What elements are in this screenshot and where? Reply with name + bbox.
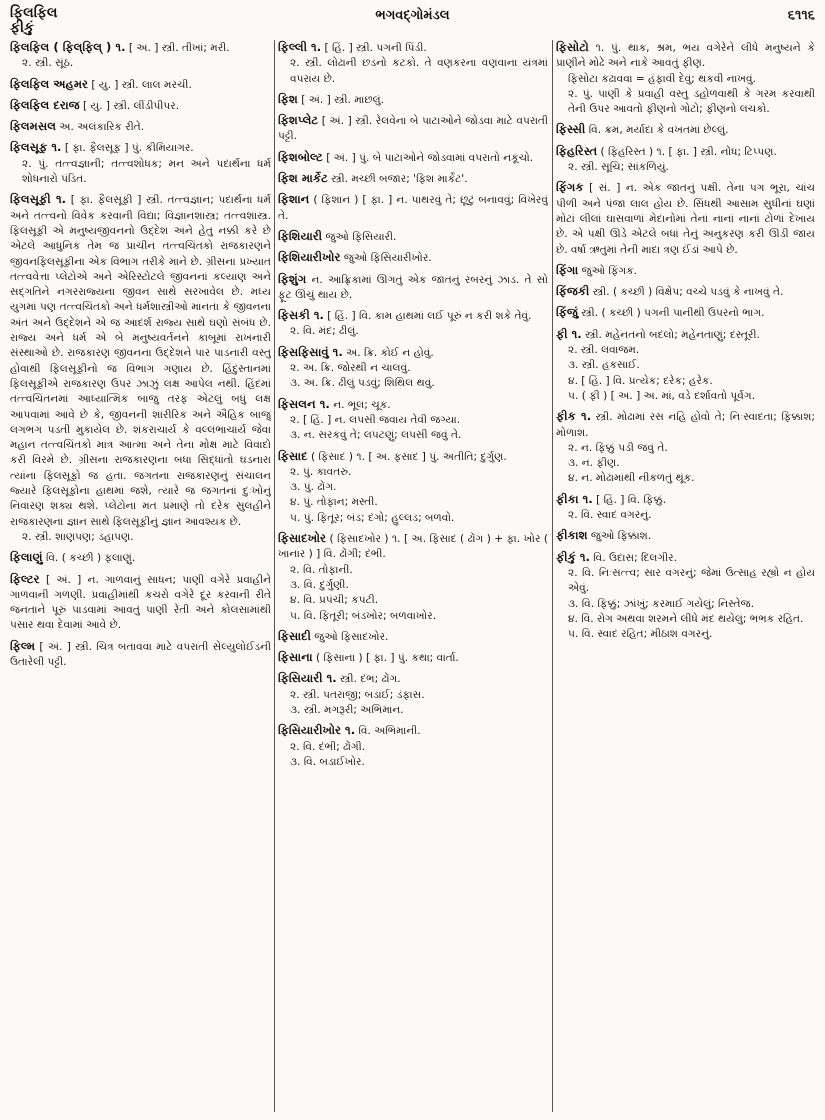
dictionary-title: ભગવદ્ગોમંડલ [375, 8, 450, 23]
entry-headword: ફિલફિલ દરાજ [10, 97, 80, 112]
dictionary-entry [278, 397, 548, 444]
dictionary-entry [278, 250, 548, 266]
entry-headword: ફિલફિલ અહમર [10, 76, 89, 91]
dictionary-entry [278, 723, 548, 770]
page-number: ૬૧૧૬ [787, 8, 815, 23]
entry-definition: સ્ત્રી. ( કચ્છી ) પગની પાનીથી ઉપરનો ભાગ. [577, 307, 765, 320]
entry-headword: ફિંગક [556, 180, 584, 195]
entry-headword: ફિહરિસ્ત [556, 143, 598, 158]
entry-sense: ૫. વિ. સ્વાદ રહિત; મીઠાશ વગરનું. [568, 628, 713, 641]
entry-definition: સ્ત્રી. ( કચ્છી ) વિક્ષેપ; વચ્ચે પડવું કે નાખવું તે. [589, 286, 784, 299]
dictionary-entry [556, 528, 815, 544]
entry-headword: ફિલાણું [10, 550, 43, 565]
entry-headword: ફિશ [278, 91, 298, 106]
entry-definition: [ અં. ] પું. બે પાટાઓને જોડવામાં વપરાતો નકૂચો. [322, 151, 534, 164]
entry-sense: ૩. વિ. બડાઈખોર. [290, 755, 365, 768]
entry-headword: ફિસાદી [278, 628, 311, 643]
entry-sense: ૫. પું. ફિતૂર; બંડ; દંગો; હુલ્લડ; બળવો. [290, 511, 455, 524]
dictionary-entry [10, 550, 271, 566]
entry-definition: અ. અલંકારિક રીતે. [56, 121, 145, 134]
entry-headword: ફિસાદ [278, 448, 308, 463]
entry-headword: ફિંગા [556, 262, 579, 277]
entry-definition: જુઓ ફિસાદખોર. [310, 630, 389, 643]
entry-definition: [ હિં. ] વિ. કામ હાથમાં લઈ પૂરું ન કરી શકે તેવું. [323, 310, 532, 323]
dictionary-entry [278, 150, 548, 166]
entry-headword: ફિસાના [278, 650, 313, 665]
entry-sense: ૩. વિ. ફિક્કું; ઝાંખું; કરમાઈ ગયેલું; નિસ્તેજ. [568, 597, 754, 610]
entry-sense: ૫. વિ. ફિતૂરી; બંડખોર; બળવાખોર. [290, 609, 437, 622]
dictionary-entry [278, 171, 548, 187]
entry-definition: ( ફિશાન ) [ ફા. ] ન. પાથરવું તે; છૂટું બનાવવું; વિખેરવું તે. [278, 194, 548, 222]
entry-headword: ફિસિયારીખોર ૧. [278, 723, 356, 738]
entry-definition: વિ. ( કચ્છી ) ફલાણું. [42, 552, 136, 565]
entry-headword: ફિશિયારી [278, 228, 323, 243]
dictionary-entry [556, 40, 815, 117]
entry-sense: ૩. સ્ત્રી. હકસાઈ. [568, 359, 640, 372]
entry-headword: ફિસકી ૧. [278, 308, 324, 323]
dictionary-entry [10, 98, 271, 114]
column-2 [278, 40, 548, 1112]
entry-definition: જુઓ ફિસિયારી. [322, 230, 397, 243]
dictionary-entry [556, 180, 815, 257]
entry-headword: ફિલસૂફી ૧. [10, 192, 67, 207]
entry-definition: સ્ત્રી. દંભ; ઢોંગ. [336, 673, 401, 686]
entry-definition: ૧. પું. થાક, શ્રમ, ભય વગેરેને લીધે મનુષ્યને કે પ્રાણીને મોઢે અને નાકે આવતું ફીણ. [556, 42, 815, 70]
entry-headword: ફિસ્સી [556, 122, 586, 137]
entry-definition: ( ફિસાદ ) ૧. [ અ. ફસાદ ] પું. અતીતિ; દુર્ગુણ. [307, 450, 507, 463]
dictionary-entry [278, 308, 548, 340]
entry-headword: ફિશાન [278, 192, 310, 207]
entry-headword: ફિસાદખોર [278, 531, 327, 546]
dictionary-entry [278, 113, 548, 145]
dictionary-columns [10, 40, 815, 1112]
guide-word-first: ફિલફિલ [10, 5, 58, 21]
entry-sense: ૨. સ્ત્રી. સૂંઠ. [22, 57, 74, 70]
entry-sense: ૨. સ્ત્રી. લવાજમ. [568, 344, 640, 357]
entry-sense: ૩. સ્ત્રી. મગરૂરી; અભિમાન. [290, 703, 404, 716]
entry-sense: ૨. વિ. તોફાની. [290, 563, 353, 576]
dictionary-entry [10, 639, 271, 671]
dictionary-entry [278, 92, 548, 108]
dictionary-entry [556, 409, 815, 486]
entry-definition: [ અં. ] સ્ત્રી. માછલું. [297, 93, 384, 106]
entry-sense: ૨. પું. તત્ત્વજ્ઞાની; તત્ત્વશોધક; મન અને પદાર્થના ધર્મ શોધનારો પંડિત. [22, 157, 271, 186]
entry-sense: ૨. ન. ફિક્કું પડી જવું તે. [568, 441, 668, 454]
entry-sense: ૩. ન. સરકવું તે; લપટણું; લપસી જવું તે. [290, 429, 462, 442]
dictionary-entry [10, 77, 271, 93]
entry-definition: જુઓ ફિસિયારીખોર. [340, 252, 432, 265]
dictionary-entry [10, 140, 271, 187]
entry-headword: ફિલ્મ [10, 638, 36, 653]
dictionary-entry [278, 449, 548, 526]
dictionary-entry [556, 492, 815, 524]
entry-headword: ફિસફિસાવું ૧. [278, 344, 343, 359]
entry-definition: ન. આફ્રિકામાં ઊગતું એક જાતનું રબરનું ઝાડ. તે સો ફૂટ ઊંચું થાય છે. [278, 273, 548, 301]
entry-sense: ૨. સ્ત્રી. શાણપણ; ડહાપણ. [22, 530, 134, 543]
entry-sense: ૪. પું. તોફાન; મસ્તી. [290, 496, 378, 509]
entry-headword: ફિંજું [556, 305, 578, 320]
entry-headword: ફિશપ્લેટ [278, 113, 319, 128]
entry-headword: ફિશુંગ [278, 271, 307, 286]
dictionary-entry [278, 272, 548, 304]
dictionary-entry [278, 531, 548, 624]
entry-sense: ૨. સ્ત્રી. સૂચિ; સાંકળિયું. [568, 161, 669, 174]
entry-headword: ફિશબોલ્ટ [278, 149, 323, 164]
entry-headword: ફીકા ૧. [556, 491, 593, 506]
dictionary-entry [556, 327, 815, 404]
entry-sense: ૩. અ. ક્રિ. ઢીલું પડવું; શિથિલ થવું. [290, 377, 435, 390]
dictionary-entry [278, 40, 548, 87]
dictionary-entry [556, 284, 815, 300]
entry-definition: જુઓ ફિંગક. [578, 264, 637, 277]
entry-definition: જુઓ ફિક્કાશ. [587, 530, 652, 543]
entry-headword: ફિસિયારી ૧. [278, 671, 337, 686]
entry-sense: ૪. વિ. રોગ અથવા શરમને લીધે મંદ થયેલું; ભભક રહિત. [568, 612, 804, 625]
entry-definition: [ યુ. ] સ્ત્રી. લીંડીપીપર. [79, 99, 180, 112]
entry-definition: [ હિં. ] વિ. ફિક્કું. [592, 493, 667, 506]
entry-sense: ૨. પું. કાવતરું. [290, 465, 352, 478]
dictionary-entry [556, 263, 815, 279]
entry-definition: [ હિં. ] સ્ત્રી. પગની પિંડી. [321, 42, 427, 54]
entry-definition: સ્ત્રી. મચ્છી બજાર; 'ફિશ માર્કેટ'. [327, 173, 468, 186]
dictionary-entry [10, 40, 271, 72]
column-3 [556, 40, 815, 1112]
entry-definition: [ ફા. ફૈલસૂફ ] પું. કીમિયાગર. [61, 142, 194, 155]
dictionary-entry [278, 650, 548, 666]
entry-sense: ૪. વિ. પ્રપંચી; કપટી. [290, 594, 379, 607]
guide-word-last: ફીકું [10, 20, 34, 36]
entry-sense: ૨. વિ. દંભી; ઢોંગી. [290, 740, 366, 753]
entry-definition: [ અ. ] સ્ત્રી. તીખાં; મરી. [125, 42, 230, 54]
entry-sense: ૨. વિ. સ્વાદ વગરનું. [568, 509, 652, 522]
dictionary-entry [556, 305, 815, 321]
entry-sense: ૨. સ્ત્રી. પતરાજી; બડાઈ; ડંફાસ. [290, 688, 425, 701]
entry-headword: ફિશ માર્કેટ [278, 171, 328, 186]
dictionary-entry [556, 122, 815, 138]
entry-definition: વિ. અભિમાની. [355, 725, 421, 738]
dictionary-entry [278, 671, 548, 718]
column-1 [10, 40, 271, 1112]
entry-sense: ૨. પું. પાણી કે પ્રવાહી વસ્તુ ડહોળવાથી કે ગરમ કરવાથી તેની ઉપર આવતો ફીણનો ગોટો; ફીણનો લચકો. [568, 87, 815, 116]
entry-definition: સ્ત્રી. મહેનતનો બદલો; મહેનતાણું; દસ્તૂરી. [581, 328, 760, 341]
entry-sense: ૩. વિ. દુર્ગુણી. [290, 578, 349, 591]
entry-headword: ફિશિયારીખોર [278, 250, 341, 265]
entry-definition: ન. ભૂલ; ચૂક. [329, 398, 391, 411]
entry-headword: ફિલમસલ [10, 119, 57, 134]
entry-headword: ફિસલન ૧. [278, 396, 330, 411]
entry-sense: ૪. ન. મોઢામાંથી નીકળતું થૂંક. [568, 472, 695, 485]
entry-sense: ૨. વિ. નિઃસત્ત્વ; સાર વગરનું; જેમાં ઉત્સાહ રહ્યો ન હોય એવું. [568, 566, 815, 595]
entry-sense: ૩. પું. ઢોંગ. [290, 481, 337, 494]
entry-definition: ( ફિસાના ) [ ફા. ] પું. કથા; વાર્તા. [312, 652, 459, 665]
entry-headword: ફિલફિલ ( ફિલ્‌ફિલ્ ) ૧. [10, 40, 126, 54]
entry-sense: ફિસોટા કઢાવવા = હંફાવી દેવું; થકવી નાખવું. [568, 72, 756, 85]
entry-definition: [ અં. ] ન. ગાળવાનું સાધન; પાણી વગેરે પ્રવાહીને ગાળવાની ગળણી. પ્રવાહીમાંથી કચરો વગેરે દૂર કરવાની રીતે જનતાને પૂરું પાડવામાં આવતું પાણી રેતી અને કોલસામાંથી પસાર થવા દેવામાં આવે છે. [10, 573, 271, 632]
entry-headword: ફીકું ૧. [556, 549, 590, 564]
dictionary-entry [10, 572, 271, 634]
entry-definition: વિ. ઉદાસ; દિલગીર. [589, 551, 677, 564]
entry-headword: ફીક ૧. [556, 409, 592, 424]
dictionary-entry [278, 345, 548, 392]
entry-sense: ૫. ( ફી ) [ અ. ] અ. માં, વડે દર્શાવતો પૂર્વગ. [568, 389, 755, 402]
dictionary-entry [278, 229, 548, 245]
entry-headword: ફીકાશ [556, 528, 588, 543]
dictionary-entry [278, 629, 548, 645]
dictionary-entry [10, 119, 271, 135]
entry-headword: ફી ૧. [556, 326, 582, 341]
dictionary-entry [556, 550, 815, 643]
entry-headword: ફિલ્ટર [10, 571, 40, 586]
entry-definition: અ. ક્રિ. કોઈ ન હોવું. [342, 346, 434, 359]
entry-headword: ફિલ્લી ૧. [278, 40, 322, 54]
entry-definition: સ્ત્રી. મોઢામાં રસ નહિ હોવો તે; નિઃસ્વાદતા; ફિક્કાશ; મોળાશ. [556, 411, 815, 439]
entry-definition: ( ફિહરિસ્ત ) ૧. [ ફા. ] સ્ત્રી. નોંધ; ટિપ્પણ. [597, 145, 777, 158]
entry-headword: ફિસોટો [556, 40, 589, 54]
entry-sense: ૨. [ હિં. ] ન. લપસી જવાય તેવી જગ્યા. [290, 413, 461, 426]
dictionary-entry [10, 192, 271, 545]
dictionary-entry [556, 144, 815, 176]
entry-definition: [ અં. ] સ્ત્રી. રેલવેના બે પાટાઓને જોડવા માટે વપરાતી પટ્ટી. [278, 115, 548, 143]
entry-definition: વિ. ક્રમ, મર્યાદા કે વખતમાં છેલ્લું. [585, 124, 729, 137]
entry-sense: ૨. વિ. મંદ; ઢીલું. [290, 325, 359, 338]
dictionary-entry [278, 192, 548, 224]
entry-headword: ફિલસૂફ ૧. [10, 140, 62, 155]
entry-sense: ૨. અ. ક્રિ. જોરથી ન ચાલવું. [290, 362, 411, 375]
entry-headword: ફિંજકી [556, 284, 590, 299]
entry-sense: ૨. સ્ત્રી. લોઢાની છડનો કટકો. તે વણકરના વણવાના યંત્રમાં વપરાય છે. [290, 57, 548, 85]
entry-definition: [ ફા. ફૈલસૂફી ] સ્ત્રી. તત્ત્વજ્ઞાન; પદાર્થના ધર્મ અને તત્ત્વનો વિવેક કરવાની વિદ્યા; વિજ્ઞાનશાસ્ત્ર; તત્ત્વશાસ્ત્ર. ફિલસૂફી એ મનુષ્યજીવનનો ઉદ્દેશ અને હેતુ નક્કી કરે છે એટલે આધુનિક તેમ જ પ્રાચીન તત્ત્વચિંતકો રાજકારણને જીવનફિલસૂફીના એક વિભાગ તરીકે માને છે. ગ્રીસના પ્રખ્યાત તત્ત્વવેત્તા પ્લેટોએ અને એરિસ્ટોટલે જીવનનાં કલ્યાણ અને સદ્ગતિને નગરરાજ્યના જીવન સાથે સરખાવેલ છે. મધ્ય યુગમાં પણ તત્ત્વચિંતકો અને ધર્મશાસ્ત્રીઓ માનતા કે જીવનના અંત અને ઉદ્દેશને એ જ આદર્શ રાજ્ય સાથે ઘણો સંબંધ છે. રાજ્ય અને ધર્મ એ બે મનુષ્યવર્તનને કાબૂમાં રાખનારી સંસ્થાઓ છે. રાજકારણ જીવનના ઉદ્દેશને પાર પાડનારી વસ્તુ હોવાથી ફિલસૂફીનો જ વિભાગ ગણાય છે. હિંદુસ્તાનમાં ફિલસૂફીએ રાજકારણ ઉપર ઝાઝું લક્ષ આપેલ નથી. હિંદમાં તત્ત્વચિંતનમાં આધ્યાત્મિક બાજુ તરફ એટલું બધું લક્ષ આપવામાં આવે છે કે, જીવનની શારીરિક અને ઐહિક બાજુ લગભગ પડતી મુકાયેલ છે. શંકરાચાર્ય કે વલ્લભાચાર્ય જેવા મહાન તત્ત્વચિંતકો માત્ર આત્મા અને તેના મોક્ષ માટે વિવાદો કરી વિરમે છે. ગ્રીસના રાજકારણના બધા સિદ્ધાંતો ઘડનારા ત્યાંના ફિલસૂફો જ હતા. જગતના રાજકારણનું સંચાલન જ્યારે ફિલસૂફોના હાથમાં જશે, ત્યારે જ જગતનાં દુઃખોનું નિવારણ શક્ય થશે. પ્લેટોના મત પ્રમાણે તો દરેક સુલહીને રાજકારણના જ્ઞાન સાથે ફિલસૂફીનું જ્ઞાન આવશ્યક છે. [10, 194, 271, 528]
entry-sense: ૩. ન. ફીણ. [568, 457, 620, 470]
entry-definition: [ સં. ] ન. એક જાતનું પક્ષી. તેના પગ ભૂરા, ચાંચ પીળી અને પંજા લાલ હોય છે. સિંધથી આસામ સુધીનાં ઘણાં મોટાં લીલાં ઘાસવાળાં મેદાનોમાં તેનાં નાનાં નાનાં ટોળાં દેખાય છે. એ પક્ષી ઊડે એટલે બધાં તેનું અનુકરણ કરી ઊડી જાય છે. વર્ષા ઋતુમાં તેની માદા ત્રણ ઈંડાં આપે છે. [556, 182, 815, 256]
entry-definition: ( ફિસાદખોર ) ૧. [ અ. ફિસાદ ( ઢોંગ ) + ફા. ખોર ( ખાનાર ) ] વિ. ઢોંગી; દંભી. [278, 533, 548, 561]
entry-definition: [ યુ. ] સ્ત્રી. લાલ મરચી. [88, 78, 192, 91]
entry-definition: [ અં. ] સ્ત્રી. ચિત્ર બતાવવા માટે વપરાતી સેલ્યુલોઈડની ઉતારેલી પટ્ટી. [10, 640, 271, 668]
page-header [10, 6, 815, 36]
entry-sense: ૪. [ હિં. ] વિ. પ્રત્યેક; દરેક; હરેક. [568, 374, 713, 387]
